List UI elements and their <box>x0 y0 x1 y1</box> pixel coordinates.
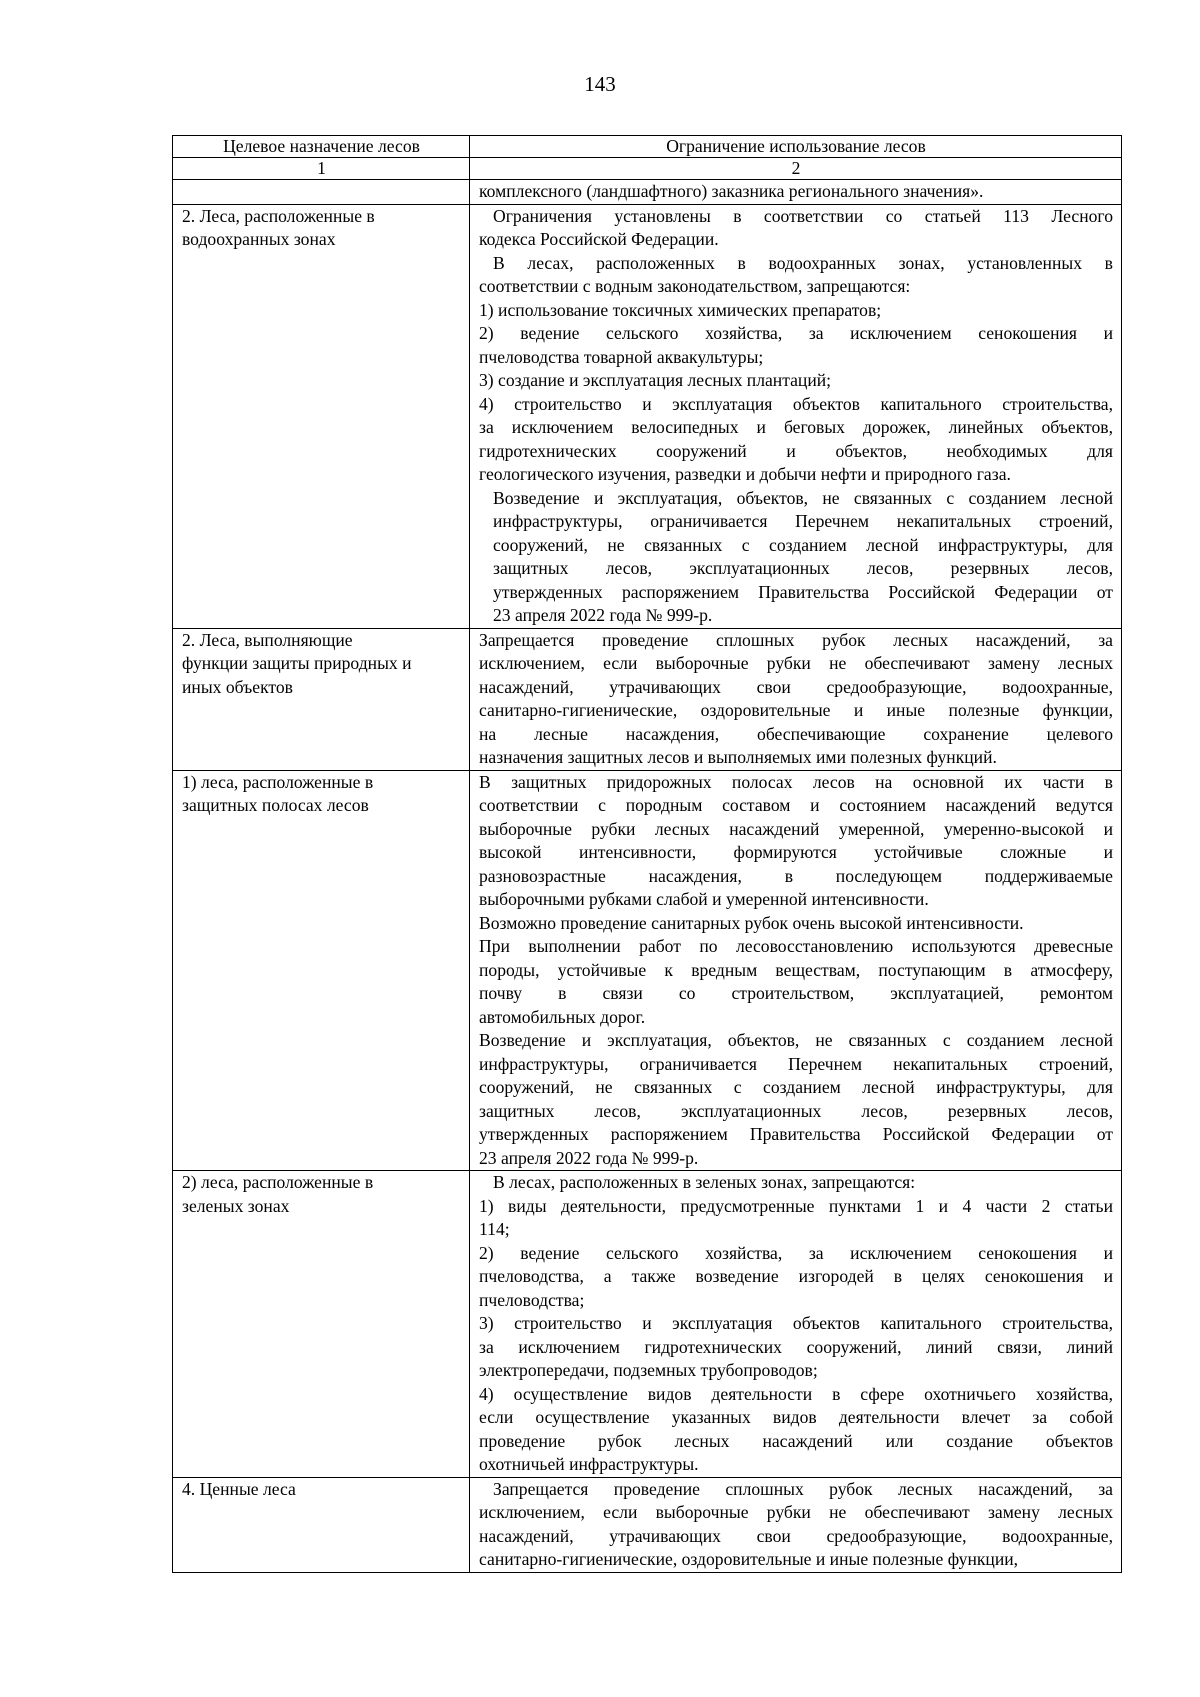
purpose-line: 2. Леса, выполняющие <box>182 629 353 650</box>
purpose-line: зеленых зонах <box>182 1195 290 1216</box>
restriction-line: геологического изучения, разведки и добычи нефти и природного газа. <box>479 464 1011 484</box>
restriction-cell <box>470 770 1122 1171</box>
restriction-line: электропередачи, подземных трубопроводов; <box>479 1360 818 1380</box>
purpose-line: 2) леса, расположенные в <box>182 1172 374 1192</box>
purpose-cell <box>173 180 470 205</box>
purpose-line: иных объектов <box>182 676 293 697</box>
restriction-line: 4) осуществление видов деятельности в сфере охотничьего хозяйства, <box>479 1383 1113 1404</box>
restriction-line: назначения защитных лесов и выполняемых ими полезных функций. <box>479 747 997 767</box>
purpose-line: водоохранных зонах <box>182 229 336 249</box>
restriction-line: инфраструктуры, ограничивается Перечнем некапитальных строений, <box>493 511 1113 531</box>
restriction-line: В защитных придорожных полосах лесов на основной их части в <box>479 771 1113 792</box>
restriction-line: утвержденных распоряжением Правительства Российской Федерации от <box>479 1124 1113 1144</box>
purpose-cell <box>173 1477 470 1572</box>
restriction-line: проведение рубок лесных насаждений или создание объектов <box>479 1430 1113 1451</box>
restriction-cell <box>470 180 1122 205</box>
restriction-line: соответствии с водным законодательством, запрещаются: <box>479 276 911 296</box>
restriction-line: пчеловодства; <box>479 1289 585 1310</box>
table-row <box>173 770 1122 1171</box>
restriction-line: Ограничения установлены в соответствии со статьей 113 Лесного <box>493 205 1113 226</box>
purpose-line: защитных полосах лесов <box>182 795 369 815</box>
restriction-line: утвержденных распоряжением Правительства Российской Федерации от <box>493 581 1113 602</box>
restriction-line: санитарно-гигиенические, оздоровительные и иные полезные функции, <box>479 1549 1019 1569</box>
restriction-line: если осуществление указанных видов деятельности влечет за собой <box>479 1407 1113 1427</box>
table-row <box>173 1477 1122 1572</box>
restriction-line: защитных лесов, эксплуатационных лесов, резервных лесов, <box>493 558 1113 578</box>
restriction-line: Возможно проведение санитарных рубок очень высокой интенсивности. <box>479 912 1024 933</box>
restriction-line: насаждений, утрачивающих свои средообразующие, водоохранные, <box>479 676 1113 697</box>
restriction-line: пчеловодства, а также возведение изгородей в целях сенокошения и <box>479 1266 1113 1286</box>
column-number-1: 1 <box>173 158 470 180</box>
purpose-cell <box>173 204 470 628</box>
purpose-line: 4. Ценные леса <box>182 1478 296 1499</box>
restriction-line: за исключением гидротехнических сооружений, линий связи, линий <box>479 1336 1113 1357</box>
restriction-line: кодекса Российской Федерации. <box>479 229 719 249</box>
column-number-2: 2 <box>470 158 1122 180</box>
restriction-line: почву в связи со строительством, эксплуатацией, ремонтом <box>479 983 1113 1003</box>
restriction-line: высокой интенсивности, формируются устойчивые сложные и <box>479 842 1113 862</box>
purpose-line: 2. Леса, расположенные в <box>182 205 375 226</box>
restriction-line: защитных лесов, эксплуатационных лесов, резервных лесов, <box>479 1100 1113 1121</box>
restriction-line: В лесах, расположенных в зеленых зонах, запрещаются: <box>493 1172 916 1192</box>
column-header-restriction: Ограничение использование лесов <box>470 136 1122 158</box>
restriction-cell <box>470 628 1122 770</box>
restriction-line: выборочные рубки лесных насаждений умеренной, умеренно-высокой и <box>479 818 1113 839</box>
restriction-line: При выполнении работ по лесовосстановлению используются древесные <box>479 936 1113 956</box>
restriction-line: 3) строительство и эксплуатация объектов капитального строительства, <box>479 1313 1113 1333</box>
restriction-line: разновозрастные насаждения, в последующем поддерживаемые <box>479 865 1113 886</box>
restriction-line: насаждений, утрачивающих свои средообразующие, водоохранные, <box>479 1525 1113 1546</box>
restriction-line: за исключением велосипедных и беговых дорожек, линейных объектов, <box>479 417 1113 437</box>
page-number: 143 <box>584 72 616 96</box>
restriction-line: сооружений, не связанных с созданием лесной инфраструктуры, для <box>479 1077 1113 1097</box>
restriction-line: санитарно-гигиенические, оздоровительные и иные полезные функции, <box>479 700 1113 720</box>
restriction-line: комплексного (ландшафтного) заказника регионального значения». <box>479 181 984 201</box>
restriction-line: 2) ведение сельского хозяйства, за исключением сенокошения и <box>479 1242 1113 1263</box>
restriction-cell <box>470 1477 1122 1572</box>
purpose-line: 1) леса, расположенные в <box>182 771 374 792</box>
restriction-cell <box>470 1171 1122 1478</box>
restriction-line: сооружений, не связанных с созданием лесной инфраструктуры, для <box>493 534 1113 555</box>
restriction-line: соответствии с породным составом и состоянием насаждений ведутся <box>479 795 1113 815</box>
restriction-line: выборочными рубками слабой и умеренной интенсивности. <box>479 889 929 909</box>
restriction-line: инфраструктуры, ограничивается Перечнем некапитальных строений, <box>479 1053 1113 1074</box>
column-header-purpose: Целевое назначение лесов <box>173 136 470 158</box>
restriction-line: 1) использование токсичных химических препаратов; <box>479 299 882 320</box>
restriction-line: гидротехнических сооружений и объектов, необходимых для <box>479 440 1113 461</box>
restriction-line: на лесные насаждения, обеспечивающие сохранение целевого <box>479 723 1113 744</box>
restriction-line: 1) виды деятельности, предусмотренные пунктами 1 и 4 части 2 статьи <box>479 1195 1113 1216</box>
table-row <box>173 1171 1122 1478</box>
restriction-line: Запрещается проведение сплошных рубок лесных насаждений, за <box>479 629 1113 650</box>
restriction-line: 3) создание и эксплуатация лесных плантаций; <box>479 370 832 390</box>
column-number-row <box>173 158 1122 180</box>
restriction-line: 2) ведение сельского хозяйства, за исключением сенокошения и <box>479 323 1113 343</box>
table-header-row <box>173 136 1122 158</box>
restriction-line: исключением, если выборочные рубки не обеспечивают замену лесных <box>479 653 1113 673</box>
purpose-cell <box>173 628 470 770</box>
purpose-cell <box>173 1171 470 1478</box>
restriction-line: автомобильных дорог. <box>479 1006 646 1027</box>
purpose-cell <box>173 770 470 1171</box>
restriction-line: Возведение и эксплуатация, объектов, не связанных с созданием лесной <box>493 487 1113 508</box>
restriction-line: 23 апреля 2022 года № 999-р. <box>479 1147 699 1168</box>
restriction-cell <box>470 204 1122 628</box>
restriction-line: Запрещается проведение сплошных рубок лесных насаждений, за <box>493 1478 1113 1499</box>
forest-restrictions-table <box>172 135 1122 1573</box>
restriction-line: В лесах, расположенных в водоохранных зонах, установленных в <box>493 252 1113 273</box>
table-row <box>173 180 1122 205</box>
purpose-line: функции защиты природных и <box>182 653 412 673</box>
table-row <box>173 204 1122 628</box>
restriction-line: пчеловодства товарной аквакультуры; <box>479 346 764 367</box>
restriction-line: породы, устойчивые к вредным веществам, поступающим в атмосферу, <box>479 959 1113 980</box>
table-row <box>173 628 1122 770</box>
restriction-line: 4) строительство и эксплуатация объектов капитального строительства, <box>479 393 1113 414</box>
restriction-line: 114; <box>479 1219 510 1239</box>
restriction-line: Возведение и эксплуатация, объектов, не связанных с созданием лесной <box>479 1030 1113 1050</box>
restriction-line: исключением, если выборочные рубки не обеспечивают замену лесных <box>479 1502 1113 1522</box>
restriction-line: охотничьей инфраструктуры. <box>479 1454 699 1474</box>
restriction-line: 23 апреля 2022 года № 999-р. <box>493 605 713 625</box>
